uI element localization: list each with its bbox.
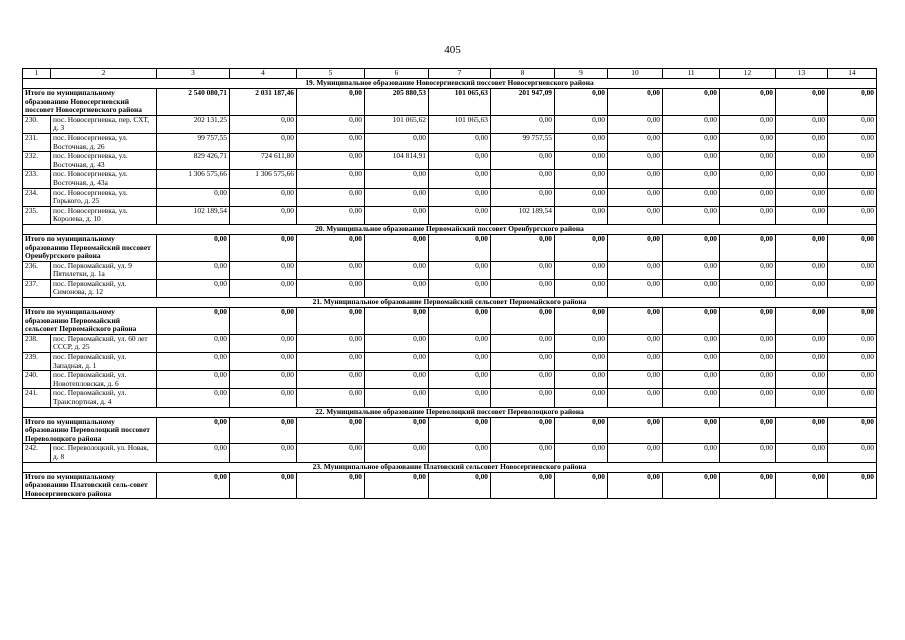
row-value: 0,00 (297, 353, 365, 371)
row-value: 0,00 (608, 206, 663, 224)
row-value: 0,00 (720, 152, 776, 170)
total-value: 0,00 (157, 417, 230, 444)
row-value: 0,00 (491, 279, 555, 297)
total-value: 0,00 (663, 308, 720, 335)
row-index: 235. (23, 206, 51, 224)
total-value: 0,00 (230, 417, 297, 444)
row-value: 0,00 (663, 353, 720, 371)
row-value: 0,00 (828, 133, 877, 151)
row-value: 0,00 (157, 444, 230, 462)
row-value: 0,00 (297, 261, 365, 279)
row-address: пос. Новосергиевка, пер. СХТ, д. 3 (51, 115, 157, 133)
row-value: 0,00 (663, 371, 720, 389)
total-value: 0,00 (297, 417, 365, 444)
row-value: 0,00 (157, 261, 230, 279)
row-value: 724 611,80 (230, 152, 297, 170)
total-value: 0,00 (429, 417, 491, 444)
total-value: 0,00 (230, 308, 297, 335)
row-value: 0,00 (663, 188, 720, 206)
row-value: 0,00 (663, 279, 720, 297)
table-row (23, 389, 877, 407)
table-body (23, 69, 877, 499)
table-row (23, 115, 877, 133)
column-number: 10 (608, 69, 663, 79)
row-address: пос. Новосергиевка, ул. Восточная, д. 26 (51, 133, 157, 151)
row-value: 0,00 (776, 115, 828, 133)
row-value: 0,00 (365, 334, 429, 352)
row-address: пос. Новосергиевка, ул. Королева, д. 10 (51, 206, 157, 224)
row-value: 0,00 (720, 334, 776, 352)
row-value: 0,00 (776, 371, 828, 389)
row-value: 0,00 (663, 334, 720, 352)
row-value: 0,00 (230, 371, 297, 389)
row-value: 101 065,63 (429, 115, 491, 133)
total-value: 0,00 (776, 472, 828, 499)
row-value: 0,00 (429, 133, 491, 151)
total-value: 0,00 (776, 308, 828, 335)
row-value: 0,00 (828, 334, 877, 352)
row-value: 0,00 (776, 334, 828, 352)
total-value: 0,00 (230, 234, 297, 261)
row-value: 101 065,62 (365, 115, 429, 133)
row-value: 0,00 (230, 389, 297, 407)
total-value: 0,00 (555, 308, 608, 335)
table-row (23, 188, 877, 206)
row-value: 0,00 (828, 371, 877, 389)
row-value: 0,00 (828, 353, 877, 371)
row-value: 0,00 (663, 170, 720, 188)
section-title: 20. Муниципальное образование Первомайский поссовет Оренбургского района (23, 224, 877, 234)
row-value: 0,00 (555, 133, 608, 151)
row-value: 0,00 (828, 444, 877, 462)
total-value: 0,00 (555, 472, 608, 499)
total-value: 0,00 (828, 417, 877, 444)
total-value: 0,00 (491, 472, 555, 499)
total-label: Итого по муниципальному образованию Первомайский сельсовет Первомайского района (23, 308, 157, 335)
column-number: 13 (776, 69, 828, 79)
row-value: 0,00 (365, 133, 429, 151)
row-value: 0,00 (429, 261, 491, 279)
column-number: 5 (297, 69, 365, 79)
row-value: 0,00 (720, 444, 776, 462)
row-value: 0,00 (776, 261, 828, 279)
total-value: 0,00 (297, 234, 365, 261)
row-value: 0,00 (491, 371, 555, 389)
row-value: 99 757,55 (157, 133, 230, 151)
row-value: 0,00 (429, 334, 491, 352)
row-index: 237. (23, 279, 51, 297)
row-value: 0,00 (555, 115, 608, 133)
total-value: 0,00 (608, 308, 663, 335)
row-value: 0,00 (776, 133, 828, 151)
row-value: 0,00 (297, 279, 365, 297)
row-value: 0,00 (365, 206, 429, 224)
row-address: пос. Первомайский, ул. Симонова, д. 12 (51, 279, 157, 297)
row-value: 0,00 (608, 279, 663, 297)
total-value: 0,00 (429, 308, 491, 335)
row-value: 0,00 (230, 133, 297, 151)
row-value: 0,00 (608, 371, 663, 389)
section-total-row (23, 234, 877, 261)
row-value: 0,00 (429, 170, 491, 188)
row-value: 0,00 (828, 115, 877, 133)
table-row (23, 261, 877, 279)
row-value: 0,00 (663, 444, 720, 462)
row-value: 0,00 (230, 206, 297, 224)
table-row (23, 133, 877, 151)
row-value: 0,00 (555, 279, 608, 297)
row-value: 0,00 (720, 389, 776, 407)
total-value: 0,00 (491, 234, 555, 261)
row-value: 0,00 (157, 371, 230, 389)
total-value: 0,00 (365, 234, 429, 261)
total-value: 201 947,09 (491, 89, 555, 116)
row-value: 0,00 (429, 353, 491, 371)
total-value: 0,00 (608, 472, 663, 499)
row-value: 0,00 (297, 371, 365, 389)
row-value: 0,00 (776, 444, 828, 462)
total-value: 0,00 (230, 472, 297, 499)
row-value: 0,00 (608, 133, 663, 151)
row-value: 829 426,71 (157, 152, 230, 170)
row-value: 0,00 (491, 188, 555, 206)
section-title: 19. Муниципальное образование Новосергиевский поссовет Новосергиевского района (23, 79, 877, 89)
total-value: 0,00 (608, 234, 663, 261)
total-value: 2 031 187,46 (230, 89, 297, 116)
total-value: 0,00 (297, 472, 365, 499)
total-value: 0,00 (720, 89, 776, 116)
column-number: 12 (720, 69, 776, 79)
row-value: 0,00 (720, 261, 776, 279)
table-row (23, 170, 877, 188)
row-value: 0,00 (663, 115, 720, 133)
row-index: 231. (23, 133, 51, 151)
table-row (23, 152, 877, 170)
row-value: 0,00 (365, 261, 429, 279)
table-row (23, 371, 877, 389)
row-value: 0,00 (297, 334, 365, 352)
row-value: 0,00 (157, 353, 230, 371)
total-value: 2 540 080,71 (157, 89, 230, 116)
row-value: 0,00 (555, 353, 608, 371)
row-value: 0,00 (157, 334, 230, 352)
row-index: 241. (23, 389, 51, 407)
row-value: 0,00 (663, 206, 720, 224)
row-value: 0,00 (491, 152, 555, 170)
row-value: 0,00 (491, 170, 555, 188)
row-value: 0,00 (365, 389, 429, 407)
total-label: Итого по муниципальному образованию Новосергиевский поссовет Новосергиевского района (23, 89, 157, 116)
total-value: 0,00 (365, 417, 429, 444)
column-number: 11 (663, 69, 720, 79)
row-value: 0,00 (157, 188, 230, 206)
row-value: 0,00 (720, 206, 776, 224)
row-address: пос. Первомайский, ул. 9 Пятилетки, д. 1а (51, 261, 157, 279)
row-value: 0,00 (608, 444, 663, 462)
section-total-row (23, 89, 877, 116)
row-value: 0,00 (720, 371, 776, 389)
row-value: 0,00 (776, 206, 828, 224)
row-value: 0,00 (608, 152, 663, 170)
row-value: 0,00 (230, 115, 297, 133)
total-value: 0,00 (720, 417, 776, 444)
row-index: 230. (23, 115, 51, 133)
total-value: 0,00 (776, 417, 828, 444)
total-label: Итого по муниципальному образованию Первомайский поссовет Оренбургского района (23, 234, 157, 261)
total-value: 0,00 (828, 308, 877, 335)
row-value: 0,00 (365, 170, 429, 188)
section-heading-row (23, 462, 877, 472)
row-value: 0,00 (429, 279, 491, 297)
row-index: 238. (23, 334, 51, 352)
row-value: 0,00 (365, 444, 429, 462)
row-value: 0,00 (663, 261, 720, 279)
row-value: 0,00 (157, 279, 230, 297)
row-value: 0,00 (555, 206, 608, 224)
row-value: 1 306 575,66 (230, 170, 297, 188)
row-value: 0,00 (608, 188, 663, 206)
row-value: 0,00 (720, 353, 776, 371)
row-value: 0,00 (608, 261, 663, 279)
row-address: пос. Первомайский, ул. Новотепловская, д. 6 (51, 371, 157, 389)
column-number: 7 (429, 69, 491, 79)
row-value: 0,00 (776, 279, 828, 297)
total-value: 205 880,53 (365, 89, 429, 116)
total-value: 0,00 (720, 308, 776, 335)
row-value: 0,00 (555, 152, 608, 170)
total-value: 101 065,63 (429, 89, 491, 116)
row-index: 239. (23, 353, 51, 371)
total-value: 0,00 (663, 234, 720, 261)
row-value: 0,00 (776, 170, 828, 188)
row-value: 0,00 (720, 133, 776, 151)
column-number: 3 (157, 69, 230, 79)
row-value: 0,00 (297, 133, 365, 151)
row-address: пос. Новосергиевка, ул. Восточная, д. 43 (51, 152, 157, 170)
total-value: 0,00 (555, 89, 608, 116)
row-value: 0,00 (776, 353, 828, 371)
total-value: 0,00 (157, 234, 230, 261)
row-address: пос. Первомайский, ул. 60 лет СССР, д. 25 (51, 334, 157, 352)
row-index: 242. (23, 444, 51, 462)
total-value: 0,00 (720, 234, 776, 261)
row-value: 0,00 (429, 188, 491, 206)
column-number: 9 (555, 69, 608, 79)
column-number: 14 (828, 69, 877, 79)
section-title: 21. Муниципальное образование Первомайский сельсовет Первомайского района (23, 298, 877, 308)
total-value: 0,00 (157, 472, 230, 499)
row-value: 0,00 (828, 170, 877, 188)
total-value: 0,00 (828, 234, 877, 261)
row-value: 0,00 (429, 206, 491, 224)
row-value: 0,00 (555, 261, 608, 279)
total-value: 0,00 (365, 308, 429, 335)
row-value: 0,00 (828, 206, 877, 224)
row-value: 0,00 (720, 279, 776, 297)
row-value: 0,00 (297, 389, 365, 407)
row-value: 0,00 (555, 389, 608, 407)
section-heading-row (23, 79, 877, 89)
row-value: 202 131,25 (157, 115, 230, 133)
section-total-row (23, 308, 877, 335)
row-value: 0,00 (365, 371, 429, 389)
section-total-row (23, 417, 877, 444)
row-value: 0,00 (297, 152, 365, 170)
row-index: 236. (23, 261, 51, 279)
row-value: 102 189,54 (491, 206, 555, 224)
row-value: 0,00 (297, 115, 365, 133)
row-value: 0,00 (776, 389, 828, 407)
row-address: пос. Первомайский, ул. Западная, д. 1 (51, 353, 157, 371)
row-value: 0,00 (230, 261, 297, 279)
total-value: 0,00 (663, 89, 720, 116)
total-value: 0,00 (365, 472, 429, 499)
row-index: 240. (23, 371, 51, 389)
row-value: 0,00 (608, 334, 663, 352)
total-value: 0,00 (608, 89, 663, 116)
section-title: 23. Муниципальное образование Платовский сельсовет Новосергиевского района (23, 462, 877, 472)
row-value: 1 306 575,66 (157, 170, 230, 188)
table-row (23, 353, 877, 371)
row-value: 0,00 (491, 261, 555, 279)
column-number: 4 (230, 69, 297, 79)
column-number: 2 (51, 69, 157, 79)
column-number: 1 (23, 69, 51, 79)
total-value: 0,00 (663, 472, 720, 499)
section-title: 22. Муниципальное образование Переволоцкий поссовет Переволоцкого района (23, 407, 877, 417)
row-value: 0,00 (828, 261, 877, 279)
row-value: 0,00 (555, 170, 608, 188)
row-value: 0,00 (297, 444, 365, 462)
row-value: 0,00 (608, 353, 663, 371)
row-address: пос. Переволоцкий, ул. Новая, д. 8 (51, 444, 157, 462)
row-value: 0,00 (365, 279, 429, 297)
row-value: 0,00 (776, 152, 828, 170)
row-value: 0,00 (491, 115, 555, 133)
row-value: 0,00 (230, 353, 297, 371)
total-value: 0,00 (555, 417, 608, 444)
row-value: 0,00 (555, 188, 608, 206)
row-value: 0,00 (491, 389, 555, 407)
page-number: 405 (444, 44, 461, 56)
row-value: 0,00 (608, 170, 663, 188)
row-value: 0,00 (828, 188, 877, 206)
total-value: 0,00 (776, 89, 828, 116)
table-row (23, 279, 877, 297)
row-value: 0,00 (555, 444, 608, 462)
row-value: 0,00 (297, 206, 365, 224)
row-value: 0,00 (230, 444, 297, 462)
row-value: 0,00 (230, 188, 297, 206)
total-value: 0,00 (828, 472, 877, 499)
row-index: 233. (23, 170, 51, 188)
total-value: 0,00 (297, 308, 365, 335)
row-value: 0,00 (828, 152, 877, 170)
column-number-row (23, 69, 877, 79)
total-value: 0,00 (555, 234, 608, 261)
row-index: 234. (23, 188, 51, 206)
row-value: 0,00 (429, 444, 491, 462)
total-label: Итого по муниципальному образованию Переволоцкий поссовет Переволоцкого района (23, 417, 157, 444)
row-value: 0,00 (720, 115, 776, 133)
total-value: 0,00 (297, 89, 365, 116)
row-value: 0,00 (491, 353, 555, 371)
total-value: 0,00 (429, 234, 491, 261)
row-value: 0,00 (608, 389, 663, 407)
row-value: 0,00 (365, 188, 429, 206)
row-value: 0,00 (663, 152, 720, 170)
section-heading-row (23, 407, 877, 417)
table-row (23, 334, 877, 352)
row-value: 0,00 (828, 389, 877, 407)
row-value: 0,00 (663, 389, 720, 407)
row-value: 0,00 (297, 170, 365, 188)
total-value: 0,00 (429, 472, 491, 499)
row-value: 0,00 (491, 334, 555, 352)
row-value: 102 189,54 (157, 206, 230, 224)
row-value: 0,00 (365, 353, 429, 371)
row-value: 0,00 (230, 279, 297, 297)
total-value: 0,00 (663, 417, 720, 444)
table-row (23, 206, 877, 224)
section-total-row (23, 472, 877, 499)
row-value: 0,00 (230, 334, 297, 352)
section-heading-row (23, 224, 877, 234)
row-value: 0,00 (776, 188, 828, 206)
total-value: 0,00 (157, 308, 230, 335)
column-number: 6 (365, 69, 429, 79)
row-index: 232. (23, 152, 51, 170)
row-value: 0,00 (608, 115, 663, 133)
section-heading-row (23, 298, 877, 308)
total-value: 0,00 (720, 472, 776, 499)
row-value: 0,00 (157, 389, 230, 407)
row-value: 99 757,55 (491, 133, 555, 151)
table-row (23, 444, 877, 462)
total-value: 0,00 (828, 89, 877, 116)
total-value: 0,00 (491, 308, 555, 335)
row-value: 0,00 (720, 188, 776, 206)
row-address: пос. Новосергиевка, ул. Горького, д. 25 (51, 188, 157, 206)
row-value: 0,00 (429, 152, 491, 170)
total-label: Итого по муниципальному образованию Платовский сель-совет Новосергиевского района (23, 472, 157, 499)
register-table (22, 68, 877, 499)
row-value: 0,00 (491, 444, 555, 462)
total-value: 0,00 (608, 417, 663, 444)
row-address: пос. Новосергиевка, ул. Восточная, д. 43а (51, 170, 157, 188)
row-address: пос. Первомайский, ул. Транспортная, д. 4 (51, 389, 157, 407)
row-value: 104 814,91 (365, 152, 429, 170)
row-value: 0,00 (828, 279, 877, 297)
row-value: 0,00 (297, 188, 365, 206)
row-value: 0,00 (429, 371, 491, 389)
row-value: 0,00 (720, 170, 776, 188)
total-value: 0,00 (776, 234, 828, 261)
total-value: 0,00 (491, 417, 555, 444)
row-value: 0,00 (663, 133, 720, 151)
row-value: 0,00 (555, 334, 608, 352)
row-value: 0,00 (555, 371, 608, 389)
column-number: 8 (491, 69, 555, 79)
row-value: 0,00 (429, 389, 491, 407)
